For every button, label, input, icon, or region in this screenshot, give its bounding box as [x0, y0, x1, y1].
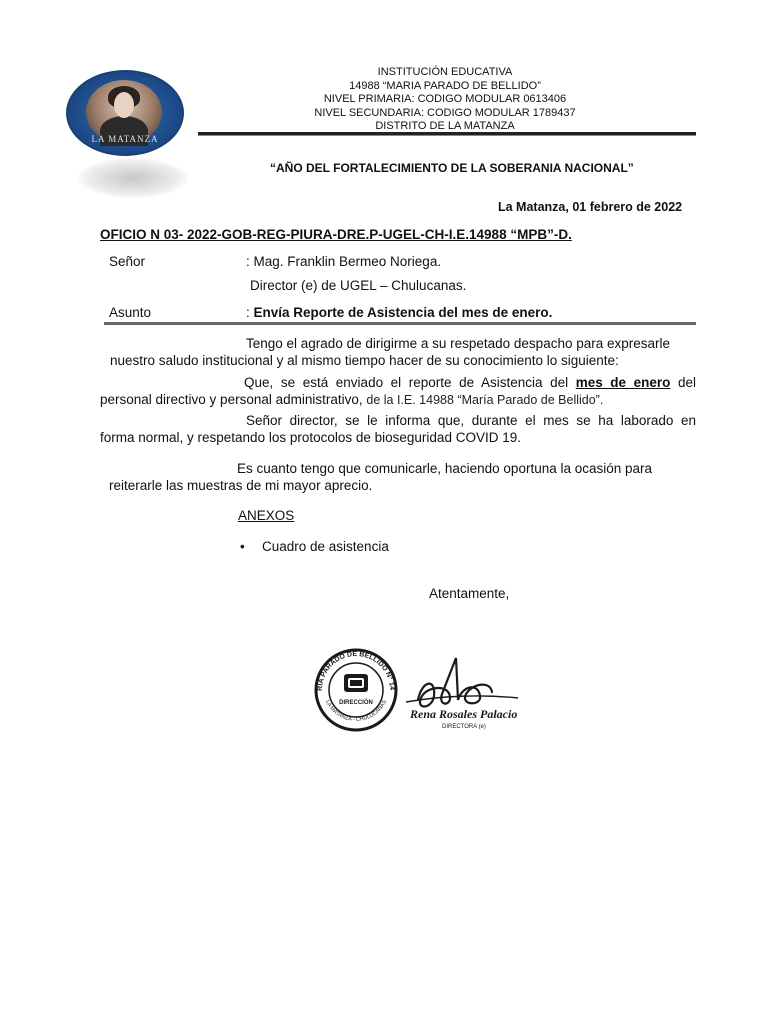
document-date: La Matanza, 01 febrero de 2022: [498, 200, 683, 214]
closing: Atentamente,: [429, 586, 510, 601]
institution-reference: de la I.E. 14988 “María Parado de Bellido”.: [366, 392, 604, 407]
header-line: NIVEL PRIMARIA: CODIGO MODULAR 0613406: [323, 93, 567, 105]
header-line: INSTITUCIÓN EDUCATIVA: [377, 66, 513, 78]
paragraph-line: Tengo el agrado de dirigirme a su respetado despacho para expresarle: [246, 336, 671, 351]
stamp-ring-bottom: LA MATANZA - CHULUCANAS: [323, 699, 389, 723]
paragraph-4: [109, 461, 675, 494]
recipient-name: : Mag. Franklin Bermeo Noriega.: [246, 254, 442, 269]
school-logo: [66, 70, 184, 156]
asunto-value: Envía Reporte de Asistencia del mes de enero.: [253, 305, 553, 320]
institution-header: [300, 66, 590, 134]
recipient-position: Director (e) de UGEL – Chulucanas.: [250, 278, 467, 293]
logo-text: LA MATANZA: [91, 134, 159, 144]
year-title: “AÑO DEL FORTALECIMIENTO DE LA SOBERANIA NACIONAL”: [270, 161, 634, 175]
annex-item-label: Cuadro de asistencia: [262, 539, 389, 554]
p2-text: del: [670, 375, 696, 390]
stamp-center-text: DIRECCIÓN: [339, 700, 373, 706]
paragraph-line: [100, 392, 696, 409]
paragraph-3: [100, 413, 696, 446]
stamp-and-signature: [310, 640, 540, 740]
p2-text: Que, se está enviado el reporte de Asistencia del: [244, 375, 576, 390]
stamp-ring-top: RIA PARADO DE BELLIDO N° 14: [316, 650, 396, 692]
oficio-number: OFICIO N 03- 2022-GOB-REG-PIURA-DRE.P-UGEL-CH-I.E.14988 “MPB”-D.: [100, 227, 572, 242]
p2-text: personal directivo y personal administrativo,: [100, 391, 367, 407]
signer-role: DIRECTORA (e): [442, 724, 486, 730]
official-stamp-icon: [310, 640, 540, 740]
paragraph-line: [100, 375, 696, 392]
asunto-divider: [104, 322, 696, 325]
senor-label: Señor: [109, 254, 146, 269]
mes-de-enero-highlight: mes de enero: [575, 375, 671, 390]
paragraph-line: Es cuanto tengo que comunicarle, haciendo oportuna la ocasión para: [237, 461, 653, 476]
header-line: DISTRITO DE LA MATANZA: [375, 120, 515, 132]
logo-shadow: [78, 158, 188, 198]
bullet-icon: •: [240, 539, 245, 554]
logo-portrait-face: [114, 92, 134, 118]
anexos-title: ANEXOS: [238, 508, 295, 523]
annex-item: [240, 539, 389, 554]
asunto-colon: :: [246, 305, 254, 320]
paragraph-line: reiterarle las muestras de mi mayor aprecio.: [109, 477, 373, 493]
signer-name: Rena Rosales Palacio: [410, 707, 518, 721]
asunto-field: [246, 305, 552, 320]
paragraph-line: nuestro saludo institucional y al mismo tiempo hacer de su conocimiento lo siguiente:: [110, 352, 619, 368]
paragraph-2: [100, 375, 696, 408]
header-divider: [198, 132, 696, 136]
asunto-label: Asunto: [109, 305, 152, 320]
paragraph-line: forma normal, y respetando los protocolos de bioseguridad COVID 19.: [100, 429, 521, 445]
header-line: 14988 “MARIA PARADO DE BELLIDO”: [349, 79, 541, 92]
paragraph-1: [110, 336, 696, 369]
paragraph-line: Señor director, se le informa que, durante el mes se ha laborado en: [246, 413, 696, 428]
header-line: NIVEL SECUNDARIA: CODIGO MODULAR 1789437: [314, 106, 576, 119]
